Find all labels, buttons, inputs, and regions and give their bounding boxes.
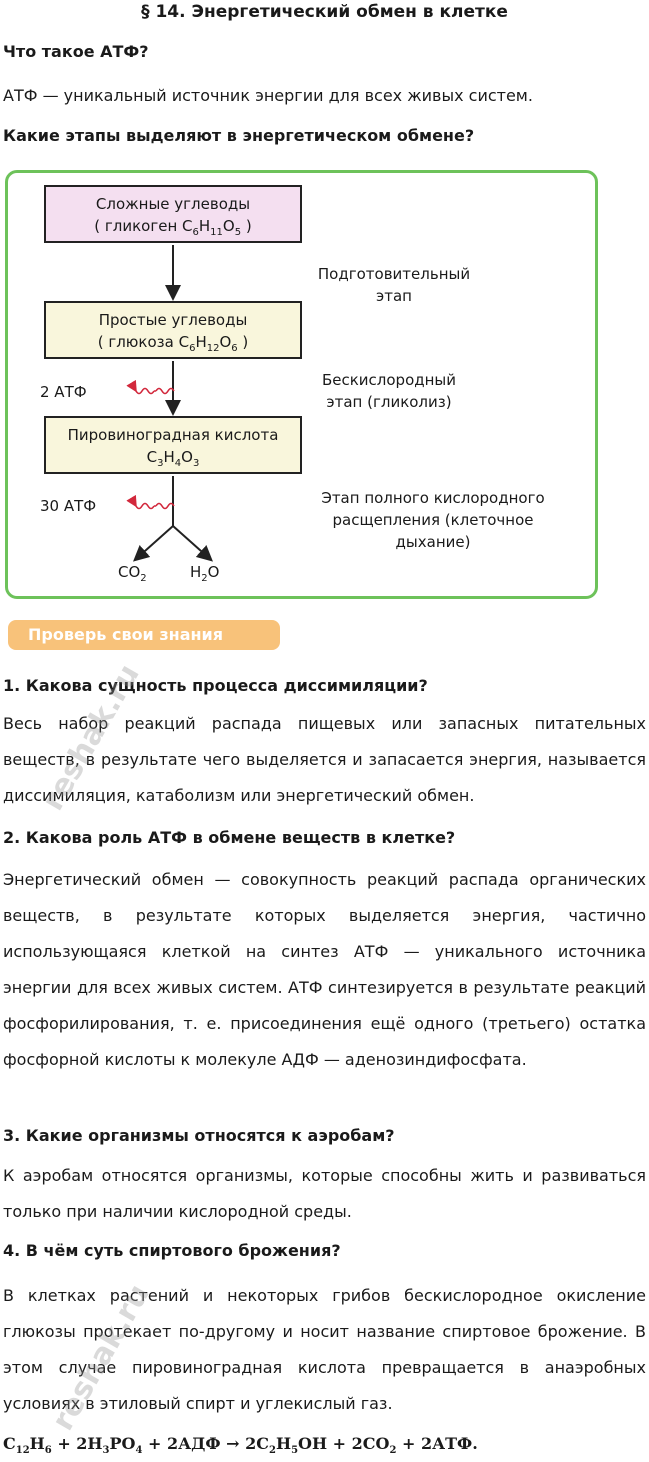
answer-4: В клетках растений и некоторых грибов бескислородное окисление глюкозы протекает по-другому и носит название спиртовое брожение. В этом случае пировиноградная кислота превращается в анаэробных условиях в этиловый спирт и углекислый газ. — [3, 1286, 646, 1413]
wave-arrow-1 — [136, 389, 174, 394]
stage-anaerobic: Бескислородный этап (гликолиз) — [321, 371, 457, 411]
answer-3: К аэробам относятся организмы, которые способны жить и развиваться только при наличии кислородной среды. — [3, 1166, 646, 1221]
wave-arrow-2 — [136, 504, 174, 509]
box-complex-carbs-label: Сложные углеводы — [95, 195, 251, 213]
arrow-h2o — [173, 526, 210, 559]
stage-aerobic: Этап полного кислородного расщепления (клеточное дыхание) — [321, 489, 545, 551]
product-co2: $CO_2$ — [118, 563, 147, 584]
stage-preparatory: Подготовительный этап — [317, 265, 471, 305]
atp-glycolysis: 2 АТФ — [40, 383, 87, 401]
box-complex-carbs-formula: ( гликоген $C_6H_{11}O_5$ ) — [94, 217, 252, 238]
page-title: § 14. Энергетический обмен в клетке — [141, 2, 508, 22]
box-pyruvic-acid-formula: $C_3H_4O_3$ — [146, 448, 200, 469]
banner-label: Проверь свои знания — [28, 625, 224, 644]
answer-2: Энергетический обмен — совокупность реакций распада органических веществ, в результате которых выделяется энергия, частично использующаяся клеткой на синтез АТФ — уникального источника энергии для всех живых систем. АТФ синтезируется в результате реакций фосфорилирования, т. е. присоединения ещё одного (третьего) остатка фосфорной кислоты к молекуле АДФ — аденозиндифосфата. — [3, 870, 646, 1069]
box-simple-carbs-label: Простые углеводы — [98, 311, 248, 329]
watermark-2: reshak.ru — [45, 1278, 157, 1437]
question-atp: Что такое АТФ? — [3, 42, 149, 61]
question-3: 3. Какие организмы относятся к аэробам? — [3, 1126, 395, 1145]
energy-scheme — [5, 170, 598, 599]
question-4: 4. В чём суть спиртового брожения? — [3, 1241, 341, 1260]
fermentation-equation: $C_{12}H_6 + 2H_3PO_4 + 2АДФ \to 2C_2H_5OH + 2CO_2 + 2АТФ$. — [3, 1434, 478, 1457]
box-simple-carbs-formula: ( глюкоза $C_6H_{12}O_6$ ) — [97, 333, 249, 354]
product-h2o: $H_2O$ — [190, 563, 220, 584]
box-pyruvic-acid-label: Пировиноградная кислота — [67, 426, 279, 444]
answer-1: Весь набор реакций распада пищевых или запасных питательных веществ, в результате чего выделяется и запасается энергия, называется диссимиляция, катаболизм или энергетический обмен. — [3, 714, 646, 805]
watermark: reshak.ru — [35, 658, 147, 817]
arrow-co2 — [136, 526, 173, 559]
answer-atp: АТФ — уникальный источник энергии для всех живых систем. — [3, 86, 533, 105]
atp-respiration: 30 АТФ — [40, 497, 97, 515]
question-2: 2. Какова роль АТФ в обмене веществ в клетке? — [3, 828, 456, 847]
check-knowledge-banner — [8, 620, 280, 650]
question-1: 1. Какова сущность процесса диссимиляции? — [3, 676, 428, 695]
question-stages: Какие этапы выделяют в энергетическом обмене? — [3, 126, 475, 145]
